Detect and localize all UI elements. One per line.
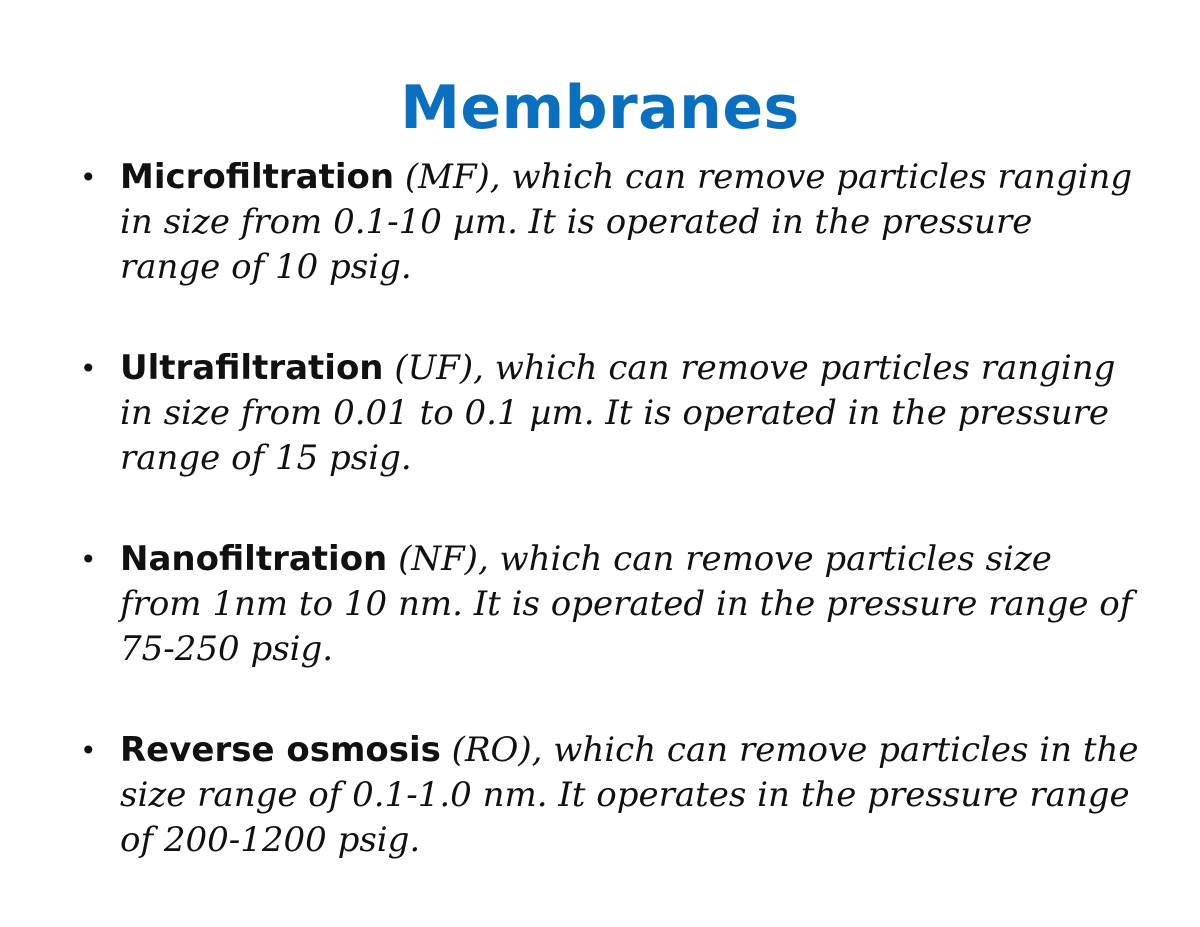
bullet-term: Nanofiltration: [120, 539, 388, 579]
bullet-dot-icon: •: [80, 734, 97, 767]
bullet-dot-icon: •: [80, 161, 97, 194]
bullet-term: Reverse osmosis: [120, 730, 441, 770]
bullet-text: (MF), which can remove particles ranging in size from 0.1-10 µm. It is operated in the pressure range of 10 psig.: [120, 157, 1133, 287]
bullet-item-reverse-osmosis: [72, 728, 1142, 863]
bullet-item-nanofiltration: [72, 537, 1142, 672]
bullet-text: (RO), which can remove particles in the size range of 0.1-1.0 nm. It operates in the pressure range of 200-1200 psig.: [120, 730, 1139, 860]
bullet-item-ultrafiltration: [72, 346, 1142, 481]
bullet-list: [72, 155, 1142, 919]
bullet-text: (UF), which can remove particles ranging in size from 0.01 to 0.1 µm. It is operated in the pressure range of 15 psig.: [120, 348, 1116, 478]
bullet-dot-icon: •: [80, 543, 97, 576]
bullet-dot-icon: •: [80, 352, 97, 385]
bullet-item-microfiltration: [72, 155, 1142, 290]
slide-title: Membranes: [400, 73, 800, 143]
bullet-term: Ultrafiltration: [120, 348, 384, 388]
bullet-text: (NF), which can remove particles size from 1nm to 10 nm. It is operated in the pressure range of 75-250 psig.: [120, 539, 1133, 669]
bullet-term: Microfiltration: [120, 157, 395, 197]
